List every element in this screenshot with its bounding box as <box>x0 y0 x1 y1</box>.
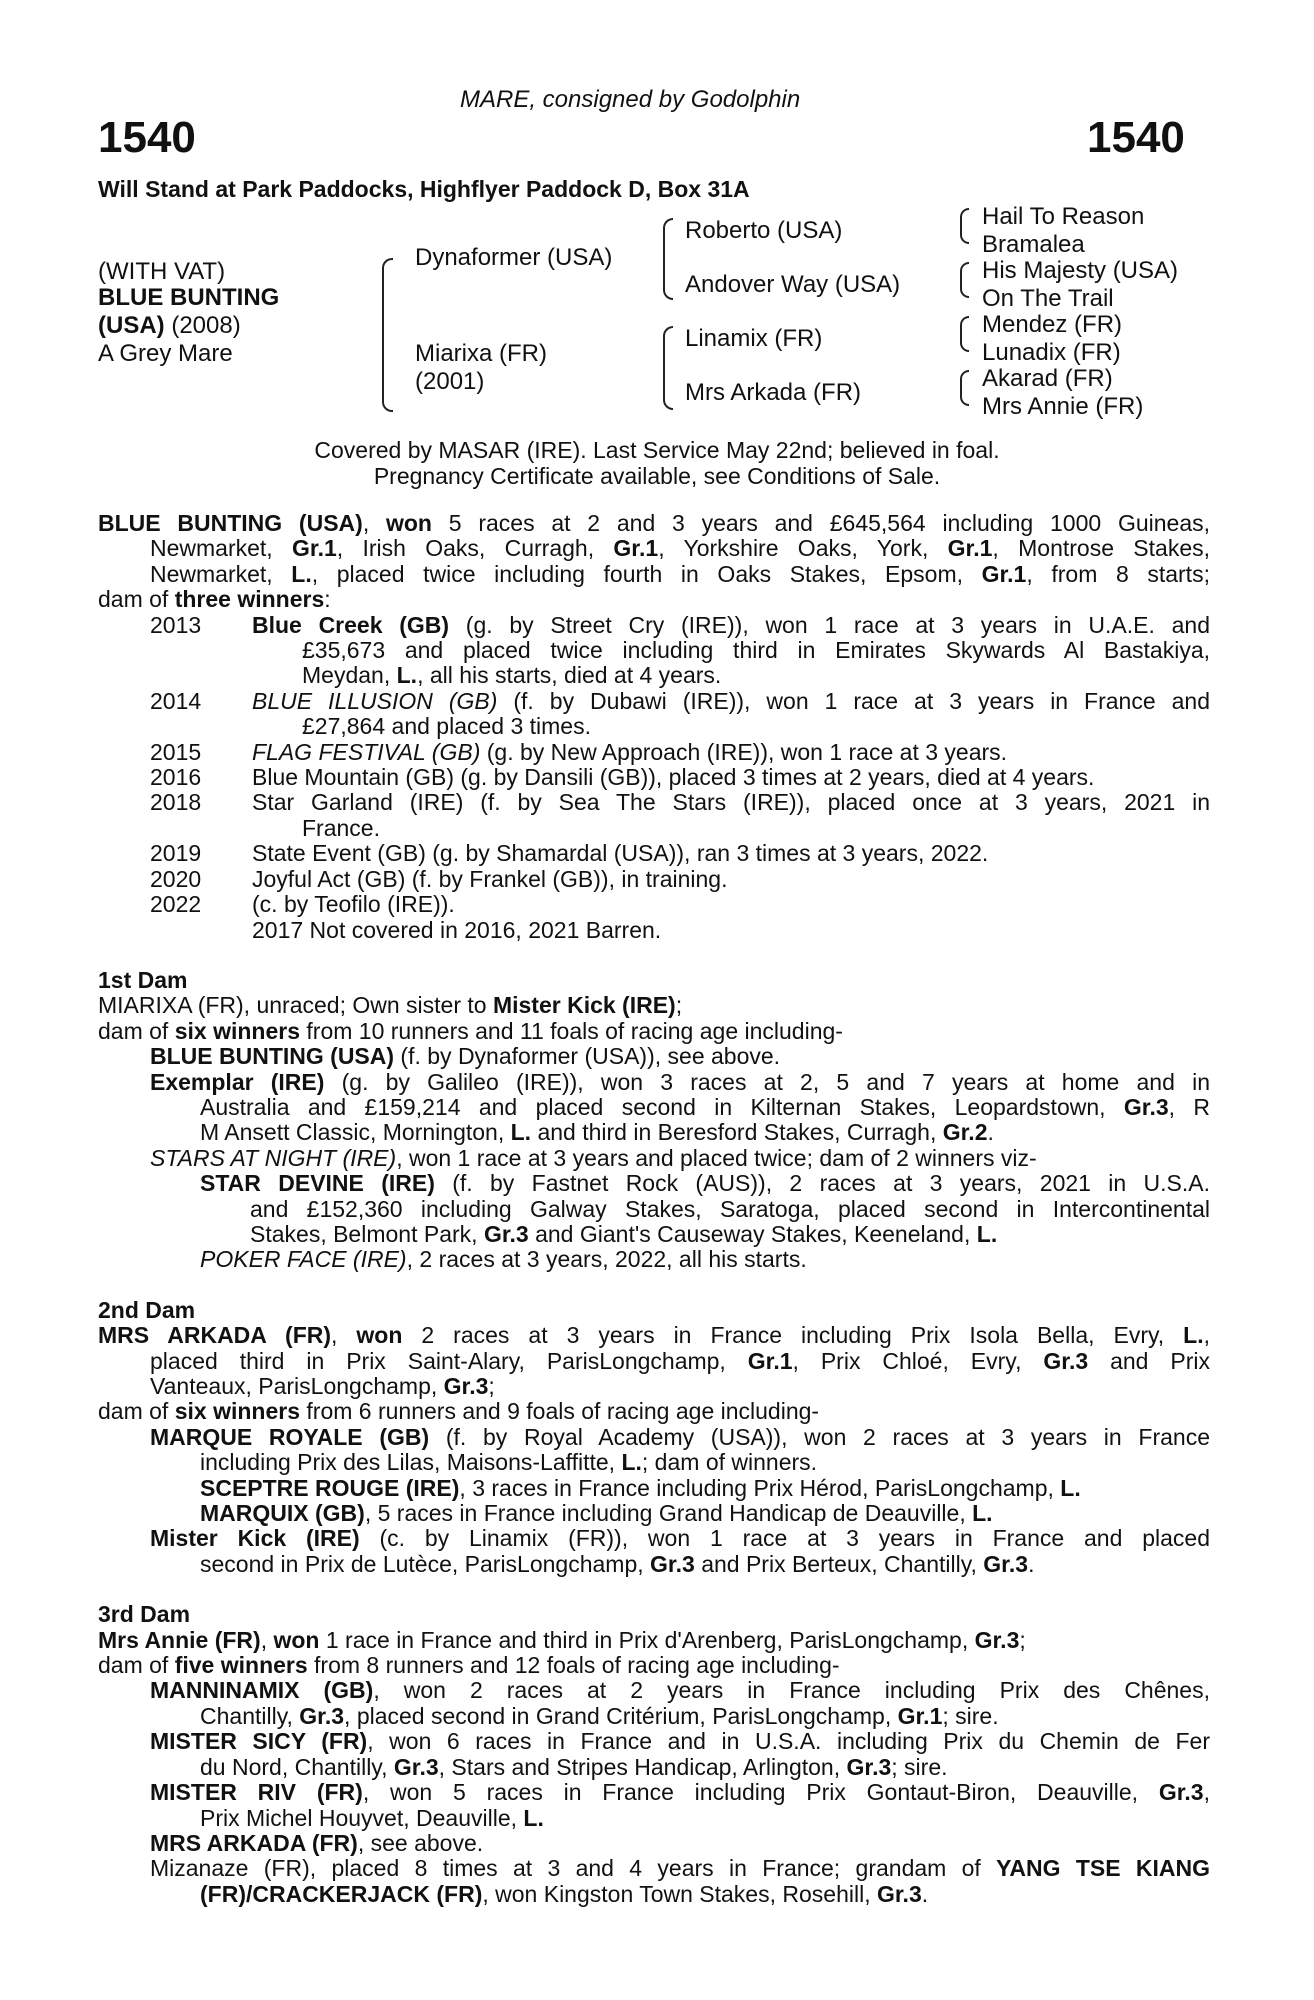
race-record: BLUE BUNTING (USA), won 5 races at 2 and 3 years and £645,564 including 1000 Guineas, Newmarket, Gr.1, Irish Oaks, Curragh, Gr.1, Yorkshire Oaks, York, Gr.1, Montrose Stakes, Newmarket, L., placed twice including fourth in Oaks Stakes, Epsom, Gr.1, from 8 starts; dam of three winners: 2013 Blue Creek (GB) (g. by Street Cry (IRE)), won 1 race at 3 years in U.A.E. and £35,673 and placed twice including third in Emirates Skywards Al Bastakiya, Meydan, L., all his starts, died at 4 years. 2014 BLUE ILLUSION (GB) (f. by Dubawi (IRE)), won 1 race at 3 years in France and £27,864 and placed 3 times. 2015 FLAG FESTIVAL (GB) (g. by New Approach (IRE)), won 1 race at 3 years. 2016 Blue Mountain (GB) (g. by Dansili (GB)), placed 3 times at 2 years, died at 4 years. 2018 Star Garland (IRE) (f. by Sea The Stars (IRE)), placed once at 3 years, 2021 in France. 2019 State Event (GB) (g. by Shamardal (USA)), ran 3 times at 3 years, 2022. 2020 Joyful Act (GB) (f. by Frankel (GB)), in training. 2022 (c. by Teofilo (IRE)). 2017 Not covered in 2016, 2021 Barren. 1st Dam MIARIXA (FR), unraced; Own sister to Mister Kick (IRE); dam of six winners from 10 runners and 11 foals of racing age including- BLUE BUNTING (USA) (f. by Dynaformer (USA)), see above. Exemplar (IRE) (g. by Galileo (IRE)), won 3 races at 2, 5 and 7 years at home and in Australia and £159,214 and placed second in Kilternan Stakes, Leopardstown, Gr.3, R M Ansett Classic, Mornington, L. and third in Beresford Stakes, Curragh, Gr.2. STARS AT NIGHT (IRE), won 1 race at 3 years and placed twice; dam of 2 winners viz- STAR DEVINE (IRE) (f. by Fastnet Rock (AUS)), 2 races at 3 years, 2021 in U.S.A. and £152,360 including Galway Stakes, Saratoga, placed second in Intercontinental Stakes, Belmont Park, Gr.3 and Giant's Causeway Stakes, Keeneland, L. POKER FACE (IRE), 2 races at 3 years, 2022, all his starts. 2nd Dam MRS ARKADA (FR), won 2 races at 3 years in France including Prix Isola Bella, Evry, L., placed third in Prix Saint-Alary, ParisLongchamp, Gr.1, Prix Chloé, Evry, Gr.3 and Prix Vanteaux, ParisLongchamp, Gr.3; dam of six winners from 6 runners and 9 foals of racing age including- MARQUE ROYALE (GB) (f. by Royal Academy (USA)), won 2 races at 3 years in France including Prix des Lilas, Maisons-Laffitte, L.; dam of winners. SCEPTRE ROUGE (IRE), 3 races in France including Prix Hérod, ParisLongchamp, L. MARQUIX (GB), 5 races in France including Grand Handicap de Deauville, L. Mister Kick (IRE) (c. by Linamix (FR)), won 1 race at 3 years in France and placed second in Prix de Lutèce, ParisLongchamp, Gr.3 and Prix Berteux, Chantilly, Gr.3. 3rd Dam Mrs Annie (FR), won 1 race in France and third in Prix d'Arenberg, ParisLongchamp, Gr.3; dam of five winners from 8 runners and 12 foals of racing age including- MANNINAMIX (GB), won 2 races at 2 years in France including Prix des Chênes, Chantilly, Gr.3, placed second in Grand Critérium, ParisLongchamp, Gr.1; sire. MISTER SICY (FR), won 6 races in France and in U.S.A. including Prix du Chemin de Fer du Nord, Chantilly, Gr.3, Stars and Stripes Handicap, Arlington, Gr.3; sire. MISTER RIV (FR), won 5 races in France including Prix Gontaut-Biron, Deauville, Gr.3, Prix Michel Houyvet, Deauville, L. MRS ARKADA (FR), see above. Mizanaze (FR), placed 8 times at 3 and 4 years in France; grandam of YANG TSE KIANG (FR)/CRACKERJACK (FR), won Kingston Town Stakes, Rosehill, Gr.3. <box>98 510 1211 1907</box>
gs-8: Mrs Annie (FR) <box>982 393 1144 420</box>
gs-1: Hail To Reason <box>982 203 1145 230</box>
produce-2020: 2020 Joyful Act (GB) (f. by Frankel (GB)), in training. <box>150 865 728 892</box>
covered-line-1: Covered by MASAR (IRE). Last Service May 22nd; believed in foal. <box>314 437 1000 463</box>
produce-2014: 2014 BLUE ILLUSION (GB) (f. by Dubawi (IRE)), won 1 race at 3 years in France and <box>150 687 1210 714</box>
gs-5: Mendez (FR) <box>982 311 1123 338</box>
dd-brace <box>960 370 969 406</box>
ds-brace <box>960 316 969 352</box>
covered-line-2: Pregnancy Certificate available, see Conditions of Sale. <box>373 463 941 489</box>
produce-2015: 2015 FLAG FESTIVAL (GB) (g. by New Approach (IRE)), won 1 race at 3 years. <box>150 738 1008 765</box>
lot-number-right: 1540 <box>1087 113 1185 162</box>
dam-year: (2001) <box>415 368 485 395</box>
gs-4: On The Trail <box>982 285 1114 312</box>
sire-sire: Roberto (USA) <box>685 217 843 244</box>
ss-brace <box>960 208 969 244</box>
first-dam-heading: 1st Dam <box>98 966 188 993</box>
sire-brace <box>663 218 673 300</box>
horse-description: A Grey Mare <box>98 340 233 367</box>
stand-location: Will Stand at Park Paddocks, Highflyer Paddock D, Box 31A <box>98 176 750 202</box>
gs-6: Lunadix (FR) <box>982 339 1121 366</box>
produce-note: 2017 Not covered in 2016, 2021 Barren. <box>252 916 662 943</box>
lot-number-left: 1540 <box>98 113 196 162</box>
gs-2: Bramalea <box>982 231 1085 258</box>
dam-dam: Mrs Arkada (FR) <box>685 379 862 406</box>
dam: Miarixa (FR) <box>415 340 547 367</box>
third-dam-heading: 3rd Dam <box>98 1601 191 1628</box>
dam-brace <box>663 326 673 410</box>
second-dam-heading: 2nd Dam <box>98 1296 196 1323</box>
covered-note <box>0 437 1314 489</box>
horse-origin-year: (USA) (2008) <box>98 312 241 339</box>
produce-2013: 2013 Blue Creek (GB) (g. by Street Cry (IRE)), won 1 race at 3 years in U.A.E. and <box>150 611 1210 638</box>
gs-3: His Majesty (USA) <box>982 257 1179 284</box>
consignor-line: MARE, consigned by Godolphin <box>460 86 801 113</box>
sire: Dynaformer (USA) <box>415 244 613 271</box>
gs-7: Akarad (FR) <box>982 365 1113 392</box>
produce-2019: 2019 State Event (GB) (g. by Shamardal (USA)), ran 3 times at 3 years, 2022. <box>150 840 989 867</box>
dam-sire: Linamix (FR) <box>685 325 823 352</box>
horse-name: BLUE BUNTING <box>98 284 280 311</box>
produce-2022: 2022 (c. by Teofilo (IRE)). <box>150 891 455 918</box>
produce-2016: 2016 Blue Mountain (GB) (g. by Dansili (GB)), placed 3 times at 2 years, died at 4 years. <box>150 764 1095 791</box>
sd-brace <box>960 262 969 298</box>
vat-note: (WITH VAT) <box>98 258 226 285</box>
sire-dam: Andover Way (USA) <box>685 271 901 298</box>
produce-2018: 2018 Star Garland (IRE) (f. by Sea The Stars (IRE)), placed once at 3 years, 2021 in <box>150 789 1210 816</box>
pedigree-brace <box>382 258 393 412</box>
